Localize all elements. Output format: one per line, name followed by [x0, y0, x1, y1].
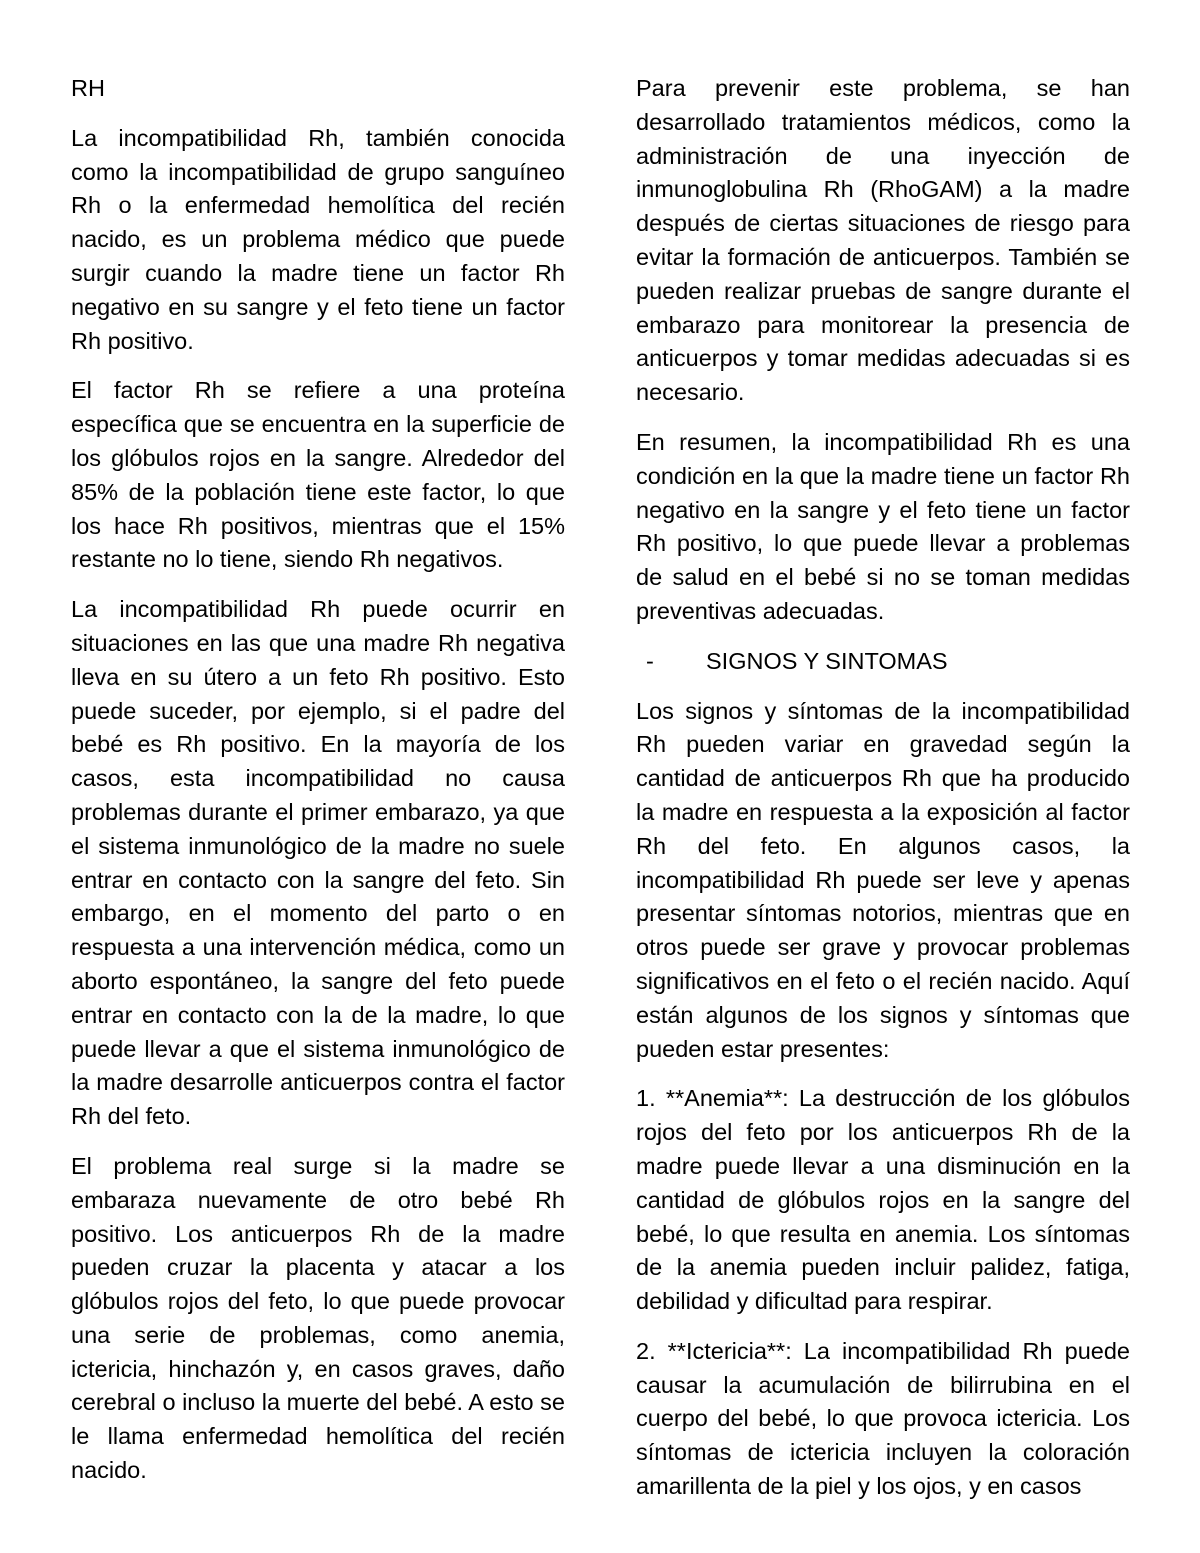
right-column: [636, 72, 1130, 1520]
document-title: RH: [71, 75, 105, 101]
paragraph: La incompatibilidad Rh puede ocurrir en situaciones en las que una madre Rh negativa lleva en su útero a un feto Rh positivo. Esto puede suceder, por ejemplo, si el padre del bebé es Rh positivo. En la mayoría de los casos, esta incompatibilidad no causa problemas durante el primer embarazo, ya que el sistema inmunológico de la madre no suele entrar en contacto con la sangre del feto. Sin embargo, en el momento del parto o en respuesta a una intervención médica, como un aborto espontáneo, la sangre del feto puede entrar en contacto con la de la madre, lo que puede llevar a que el sistema inmunológico de la madre desarrolle anticuerpos contra el factor Rh del feto.: [71, 596, 565, 1130]
paragraph: 2. **Ictericia**: La incompatibilidad Rh puede causar la acumulación de bilirrubina en el cuerpo del bebé, lo que provoca ictericia. Los síntomas de ictericia incluyen la coloración amarillenta de la piel y los ojos, y en casos: [636, 1337, 1130, 1500]
paragraph: 1. **Anemia**: La destrucción de los glóbulos rojos del feto por los anticuerpos Rh de la madre puede llevar a una disminución en la cantidad de glóbulos rojos en la sangre del bebé, lo que resulta en anemia. Los síntomas de la anemia pueden incluir palidez, fatiga, debilidad y dificultad para respirar.: [636, 1085, 1130, 1315]
paragraph: La incompatibilidad Rh, también conocida como la incompatibilidad de grupo sanguíneo Rh o la enfermedad hemolítica del recién nacido, es un problema médico que puede surgir cuando la madre tiene un factor Rh negativo en su sangre y el feto tiene un factor Rh positivo.: [71, 124, 565, 354]
paragraph: Los signos y síntomas de la incompatibilidad Rh pueden variar en gravedad según la cantidad de anticuerpos Rh que ha producido la madre en respuesta a la exposición al factor Rh del feto. En algunos casos, la incompatibilidad Rh puede ser leve y apenas presentar síntomas notorios, mientras que en otros puede ser grave y provocar problemas significativos en el feto o el recién nacido. Aquí están algunos de los signos y síntomas que pueden estar presentes:: [636, 697, 1130, 1062]
paragraph: En resumen, la incompatibilidad Rh es una condición en la que la madre tiene un factor Rh negativo en la sangre y el feto tiene un factor Rh positivo, lo que puede llevar a problemas de salud en el bebé si no se toman medidas preventivas adecuadas.: [636, 428, 1130, 624]
section-heading-label: SIGNOS Y SINTOMAS: [706, 647, 948, 674]
paragraph: El problema real surge si la madre se embaraza nuevamente de otro bebé Rh positivo. Los anticuerpos Rh de la madre pueden cruzar la placenta y atacar a los glóbulos rojos del feto, lo que puede provocar una serie de problemas, como anemia, ictericia, hinchazón y, en casos graves, daño cerebral o incluso la muerte del bebé. A esto se le llama enfermedad hemolítica del recién nacido.: [71, 1152, 565, 1484]
left-column: [71, 72, 565, 1504]
paragraph: Para prevenir este problema, se han desarrollado tratamientos médicos, como la administración de una inyección de inmunoglobulina Rh (RhoGAM) a la madre después de ciertas situaciones de riesgo para evitar la formación de anticuerpos. También se pueden realizar pruebas de sangre durante el embarazo para monitorear la presencia de anticuerpos y tomar medidas adecuadas si es necesario.: [636, 75, 1130, 406]
section-heading: [636, 645, 1130, 679]
bullet-dash: -: [646, 647, 654, 674]
paragraph: El factor Rh se refiere a una proteína específica que se encuentra en la superficie de los glóbulos rojos en la sangre. Alrededor del 85% de la población tiene este factor, lo que los hace Rh positivos, mientras que el 15% restante no lo tiene, siendo Rh negativos.: [71, 377, 565, 573]
